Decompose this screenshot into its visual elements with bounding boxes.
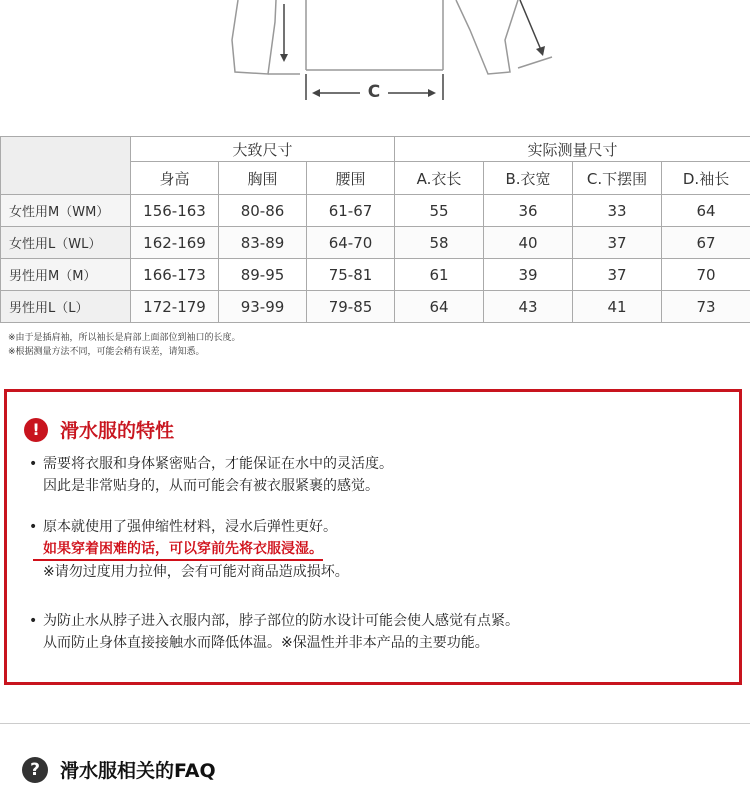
table-cell: 43 <box>484 291 573 323</box>
table-cell: 156-163 <box>131 195 219 227</box>
column-header: D.袖长 <box>662 162 750 195</box>
table-cell: 166-173 <box>131 259 219 291</box>
feature-text: 为防止水从脖子进入衣服内部，脖子部位的防水设计可能会使人感觉有点紧。 <box>43 613 519 629</box>
feature-item <box>29 453 393 497</box>
table-row <box>1 259 750 291</box>
feature-item <box>29 516 349 583</box>
feature-text: 原本就使用了强伸缩性材料，浸水后弹性更好。 <box>43 519 337 535</box>
table-cell: 172-179 <box>131 291 219 323</box>
features-box <box>4 389 742 685</box>
question-icon: ? <box>22 757 48 783</box>
column-header: 腰围 <box>307 162 395 195</box>
size-table <box>0 136 750 323</box>
row-label: 女性用M（WM） <box>1 195 131 227</box>
faq-heading <box>22 756 216 783</box>
table-cell: 70 <box>662 259 750 291</box>
row-label: 男性用M（M） <box>1 259 131 291</box>
row-label: 女性用L（WL） <box>1 227 131 259</box>
table-cell: 61-67 <box>307 195 395 227</box>
table-cell: 75-81 <box>307 259 395 291</box>
table-group-header <box>1 137 750 162</box>
table-cell: 162-169 <box>131 227 219 259</box>
column-header: C.下摆围 <box>573 162 662 195</box>
measure-c-label: C <box>367 82 381 102</box>
features-title: 滑水服的特性 <box>60 420 175 442</box>
row-label: 男性用L（L） <box>1 291 131 323</box>
note-line: ※根据测量方法不同，可能会稍有误差，请知悉。 <box>8 347 205 357</box>
group-approx-size: 大致尺寸 <box>131 137 395 162</box>
feature-item <box>29 610 519 654</box>
size-diagram <box>0 0 750 110</box>
feature-highlight: 如果穿着困难的话，可以穿前先将衣服浸湿。 <box>33 539 323 561</box>
table-cell: 93-99 <box>219 291 307 323</box>
table-cell: 79-85 <box>307 291 395 323</box>
table-row <box>1 195 750 227</box>
table-row <box>1 227 750 259</box>
table-cell: 33 <box>573 195 662 227</box>
table-cell: 41 <box>573 291 662 323</box>
table-cell: 55 <box>395 195 484 227</box>
group-actual-size: 实际测量尺寸 <box>395 137 750 162</box>
bullet-icon: • <box>29 456 38 472</box>
table-cell: 64 <box>662 195 750 227</box>
column-header: A.衣长 <box>395 162 484 195</box>
feature-text: 需要将衣服和身体紧密贴合，才能保证在水中的灵活度。 <box>43 456 393 472</box>
table-row <box>1 291 750 323</box>
table-corner <box>1 137 131 195</box>
feature-text: 因此是非常贴身的，从而可能会有被衣服紧裹的感觉。 <box>43 478 379 494</box>
table-cell: 37 <box>573 259 662 291</box>
table-cell: 83-89 <box>219 227 307 259</box>
table-cell: 80-86 <box>219 195 307 227</box>
bullet-icon: • <box>29 613 38 629</box>
table-cell: 36 <box>484 195 573 227</box>
table-cell: 89-95 <box>219 259 307 291</box>
size-notes <box>8 331 241 359</box>
table-cell: 64 <box>395 291 484 323</box>
table-cell: 61 <box>395 259 484 291</box>
note-line: ※由于是插肩袖，所以袖长是肩部上面部位到袖口的长度。 <box>8 333 241 343</box>
column-header: 胸围 <box>219 162 307 195</box>
faq-title: 滑水服相关的FAQ <box>60 760 216 782</box>
table-cell: 39 <box>484 259 573 291</box>
table-cell: 64-70 <box>307 227 395 259</box>
table-cell: 67 <box>662 227 750 259</box>
table-cell: 58 <box>395 227 484 259</box>
column-header: 身高 <box>131 162 219 195</box>
table-cell: 73 <box>662 291 750 323</box>
feature-text: ※请勿过度用力拉伸，会有可能对商品造成损坏。 <box>43 564 349 580</box>
table-cell: 37 <box>573 227 662 259</box>
bullet-icon: • <box>29 519 38 535</box>
feature-text: 从而防止身体直接接触水而降低体温。※保温性并非本产品的主要功能。 <box>43 635 489 651</box>
table-cell: 40 <box>484 227 573 259</box>
exclamation-icon: ! <box>24 418 48 442</box>
section-divider <box>0 723 750 724</box>
column-header: B.衣宽 <box>484 162 573 195</box>
features-heading <box>24 416 174 443</box>
